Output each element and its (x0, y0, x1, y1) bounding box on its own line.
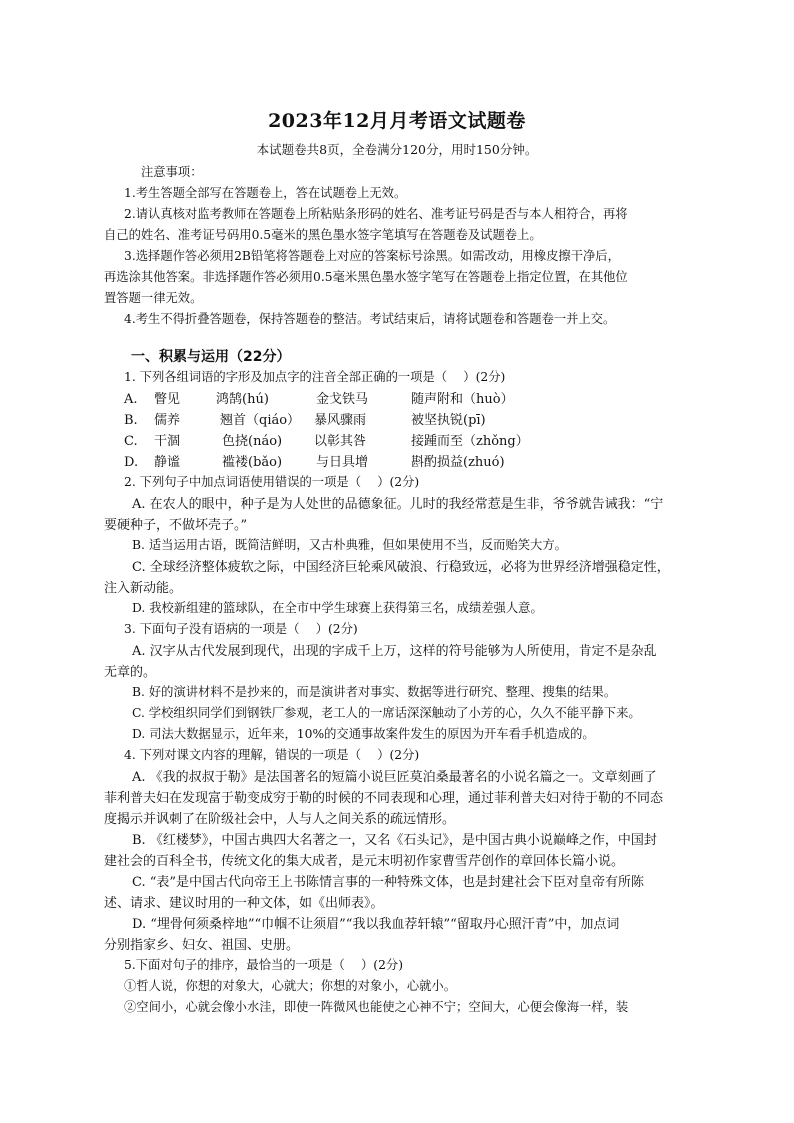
q2-option-c-line: 注入新动能。 (104, 581, 183, 596)
option-word: 翘首（qiáo） (220, 413, 301, 428)
option-letter: A. (124, 392, 138, 407)
option-word: 色挠(náo) (222, 434, 283, 449)
q4-option-d-line: 分别指家乡、妇女、祖国、史册。 (104, 938, 300, 953)
page-title: 2023年12月月考语文试题卷 (268, 110, 526, 132)
q2-option-a (104, 494, 696, 536)
q2-option-b: B. 适当运用古语，既简洁鲜明，又古朴典雅，但如果使用不当，反而贻笑大方。 (132, 538, 567, 552)
q3-option-b: B. 好的演讲材料不是抄来的，而是演讲者对事实、数据等进行研究、整理、搜集的结果。 (132, 685, 617, 699)
option-word: 鸿鹄(hú) (216, 392, 269, 407)
q5-sentence: ②空间小，心就会像小水洼，即使一阵微风也能使之心神不宁；空间大，心便会像海一样，装 (124, 1000, 629, 1014)
section-heading: 一、积累与运用（22分） (131, 349, 291, 365)
option-word: 斟酌损益(zhuó) (411, 455, 505, 470)
question-5-stem: 5.下面对句子的排序，最恰当的一项是（ ）(2分) (124, 958, 403, 972)
q4-option-a-line: A. 《我的叔叔于勒》是法国著名的短篇小说巨匠莫泊桑最著名的小说名篇之一。文章刻画了 (132, 770, 657, 785)
question-4-stem: 4. 下列对课文内容的理解，错误的一项是（ ）(2分) (124, 748, 420, 762)
notice-item: 3.选择题作答必须用2B铅笔将答题卷上对应的答案标号涂黑。如需改动，用橡皮擦干净后， (124, 249, 620, 263)
notice-label: 注意事项： (141, 165, 203, 179)
q2-option-c-line: C. 全球经济整体疲软之际，中国经济巨轮乘风破浪、行稳致远，必将为世界经济增强稳定性， (132, 560, 670, 575)
notice-item: 再选涂其他答案。非选择题作答必须用0.5毫米黑色墨水签字笔写在答题卷上指定位置，在其他位 (104, 270, 628, 284)
notice-item: 自己的姓名、准考证号码用0.5毫米的黑色墨水签字笔填写在答题卷及试题卷上。 (104, 228, 542, 242)
option-letter: C. (124, 434, 138, 449)
question-3-stem: 3. 下面句子没有语病的一项是（ ）(2分) (124, 622, 358, 636)
option-word: 以彰其咎 (314, 434, 367, 449)
option-word: 暴风骤雨 (314, 413, 367, 428)
notice-item: 4.考生不得折叠答题卷，保持答题卷的整洁。考试结束后，请将试题卷和答题卷一并上交。 (124, 312, 616, 326)
q4-option-a-line: 度揭示并讽刺了在阶级社会中，人与人之间关系的疏远情形。 (104, 812, 456, 827)
q2-option-a-line: A. 在农人的眼中，种子是为人处世的品德象征。儿时的我经常惹是生非，爷爷就告诫我：“宁 (132, 497, 664, 512)
q3-option-a-line: A. 汉字从古代发展到现代，出现的字成千上万，这样的符号能够为人所使用，肯定不是杂乱 (132, 644, 657, 659)
q4-option-a (104, 767, 696, 830)
option-letter: B. (124, 413, 138, 428)
q4-option-d-line: D. “埋骨何须桑梓地”“巾帼不让须眉”“我以我血荐轩辕”“留取丹心照汗青”中，加点词 (132, 917, 620, 932)
q4-option-b-line: B. 《红楼梦》，中国古典四大名著之一，又名《石头记》，是中国古典小说巅峰之作，中国封 (132, 833, 657, 848)
q4-option-a-line: 菲利普夫妇在发现富于勒变成穷于勒的时候的不同表现和心理，通过菲利普夫妇对待于勒的不同态 (104, 791, 664, 806)
notice-item: 置答题一律无效。 (104, 291, 203, 305)
q4-option-c (104, 872, 696, 914)
option-word: 儒养 (154, 413, 181, 428)
option-word: 干涸 (154, 434, 181, 449)
q3-option-a-line: 无章的。 (104, 665, 157, 680)
option-word: 接踵而至（zhǒng） (411, 434, 529, 449)
q4-option-c-line: 述、请求、建议时用的一种文体，如《出师表》。 (104, 896, 384, 911)
q3-option-c: C. 学校组织同学们到钢铁厂参观，老工人的一席话深深触动了小芳的心，久久不能平静下来。 (132, 706, 641, 720)
option-word: 随声附和（huò） (411, 392, 514, 407)
option-letter: D. (124, 455, 139, 470)
option-word: 被坚执锐(pī) (411, 413, 486, 428)
option-word: 瞥见 (154, 392, 181, 407)
q3-option-d: D. 司法大数据显示，近年来，10%的交通事故案件发生的原因为开车看手机造成的。 (132, 727, 595, 741)
notice-item: 1.考生答题全部写在答题卷上，答在试题卷上无效。 (124, 186, 407, 200)
q4-option-d (104, 914, 696, 956)
option-word: 褴褛(bǎo) (222, 455, 283, 470)
notice-item: 2.请认真核对监考教师在答题卷上所粘贴条形码的姓名、准考证号码是否与本人相符合，再将 (124, 207, 628, 221)
question-1-stem: 1. 下列各组词语的字形及加点字的注音全部正确的一项是（ ）(2分) (124, 370, 506, 384)
q2-option-d: D. 我校新组建的篮球队，在全市中学生球赛上获得第三名，成绩差强人意。 (132, 601, 543, 615)
q2-option-c (104, 557, 696, 599)
option-word: 静谧 (154, 455, 181, 470)
option-word: 与日具增 (316, 455, 369, 470)
page-subtitle: 本试题卷共8页，全卷满分120分，用时150分钟。 (256, 142, 538, 157)
q5-sentence: ①哲人说，你想的对象大，心就大；你想的对象小，心就小。 (124, 979, 457, 993)
q3-option-a (104, 641, 696, 683)
q4-option-b-line: 建社会的百科全书，传统文化的集大成者，是元末明初作家曹雪芹创作的章回体长篇小说。 (104, 854, 625, 869)
q4-option-b (104, 830, 696, 872)
q4-option-c-line: C. “表”是中国古代向帝王上书陈情言事的一种特殊文体，也是封建社会下臣对皇帝有所陈 (132, 875, 645, 890)
q2-option-a-line: 要硬种子，不做坏壳子。” (104, 518, 248, 533)
question-2-stem: 2. 下列句子中加点词语使用错误的一项是（ ）(2分) (124, 475, 420, 489)
option-word: 金戈铁马 (316, 392, 369, 407)
